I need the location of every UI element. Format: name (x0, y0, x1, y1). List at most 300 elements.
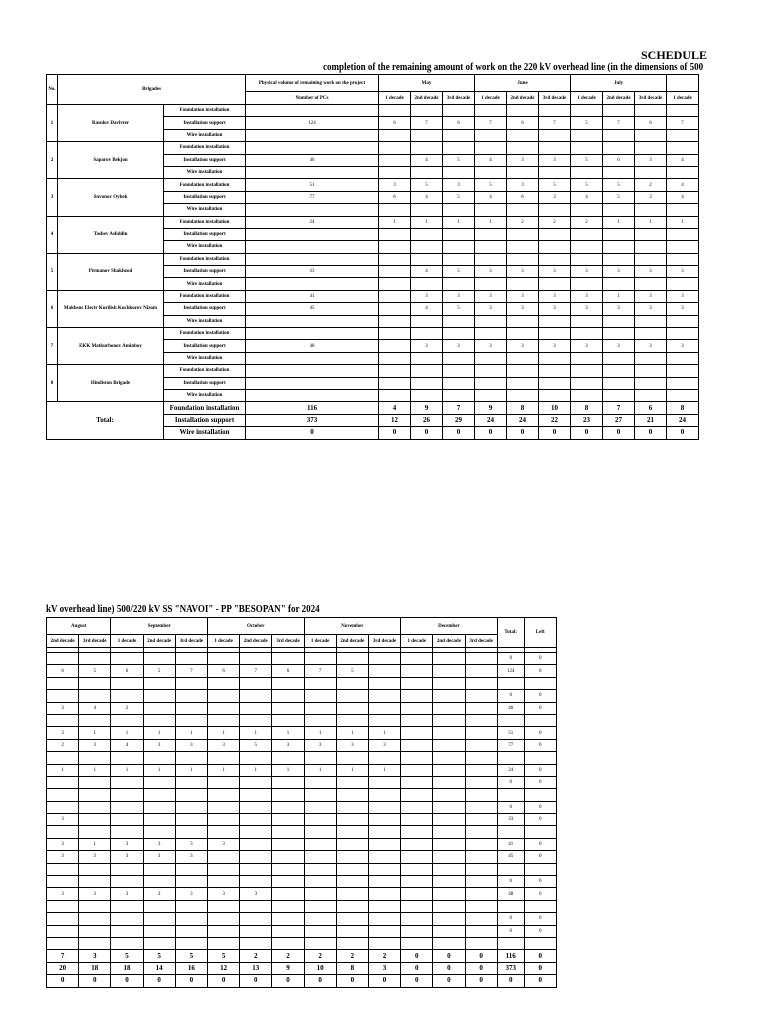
schedule-cell (240, 752, 272, 764)
schedule-cell: 1 (336, 727, 368, 739)
table-row (47, 900, 557, 912)
schedule-cell (539, 142, 571, 154)
schedule-cell: 4 (667, 179, 699, 191)
row-left: 0 (524, 665, 556, 677)
decade-header: 2nd decade (143, 635, 175, 648)
schedule-cell (240, 702, 272, 714)
schedule-cell: 3 (379, 179, 411, 191)
volume-cell (246, 377, 379, 389)
table-row (47, 838, 557, 850)
schedule-cell (667, 142, 699, 154)
schedule-cell (272, 690, 304, 702)
schedule-cell: 5 (571, 154, 603, 166)
schedule-cell: 1 (443, 216, 475, 228)
schedule-cell (433, 876, 465, 888)
schedule-cell: 3 (603, 303, 635, 315)
schedule-cell (336, 776, 368, 788)
schedule-cell (443, 315, 475, 327)
schedule-cell (379, 315, 411, 327)
schedule-cell (539, 377, 571, 389)
table-row (47, 789, 557, 801)
schedule-cell (507, 389, 539, 401)
schedule-cell (571, 253, 603, 265)
schedule-cell (47, 677, 79, 689)
total-cell: 0 (379, 427, 411, 439)
schedule-cell (143, 776, 175, 788)
work-type: Foundation installation (164, 105, 246, 117)
schedule-cell: 1 (175, 727, 207, 739)
total-cell: 26 (411, 414, 443, 426)
total-cell: 29 (443, 414, 475, 426)
schedule-cell (143, 876, 175, 888)
schedule-cell (143, 900, 175, 912)
schedule-cell (379, 290, 411, 302)
schedule-cell (47, 826, 79, 838)
schedule-cell (379, 278, 411, 290)
schedule-cell (240, 690, 272, 702)
decade-header: 2nd decade (336, 635, 368, 648)
schedule-cell: 4 (411, 154, 443, 166)
grand-total: 373 (497, 962, 524, 974)
work-type: Wire installation (164, 427, 246, 439)
month-header: November (304, 618, 401, 635)
schedule-cell (143, 752, 175, 764)
schedule-cell (539, 278, 571, 290)
schedule-cell (401, 690, 433, 702)
schedule-cell (240, 776, 272, 788)
schedule-cell (411, 129, 443, 141)
schedule-cell: 1 (272, 727, 304, 739)
schedule-cell (411, 204, 443, 216)
schedule-cell (635, 228, 667, 240)
schedule-cell (111, 900, 143, 912)
schedule-cell: 4 (475, 154, 507, 166)
schedule-cell (304, 653, 336, 665)
schedule-cell (635, 204, 667, 216)
schedule-cell: 7 (539, 117, 571, 129)
schedule-cell: 3 (443, 290, 475, 302)
row-total: 45 (497, 851, 524, 863)
table-row (47, 776, 557, 788)
schedule-cell (47, 801, 79, 813)
schedule-cell: 3 (635, 303, 667, 315)
decade-header: 1 decade (379, 92, 411, 105)
schedule-cell (635, 166, 667, 178)
schedule-cell (143, 913, 175, 925)
row-left: 0 (524, 876, 556, 888)
schedule-cell: 3 (47, 727, 79, 739)
schedule-cell: 1 (47, 764, 79, 776)
table-row (47, 925, 557, 937)
schedule-cell (47, 925, 79, 937)
schedule-cell (379, 105, 411, 117)
schedule-cell (175, 925, 207, 937)
schedule-cell (111, 826, 143, 838)
row-left: 0 (524, 913, 556, 925)
schedule-cell (465, 937, 497, 949)
work-type: Installation support (164, 266, 246, 278)
schedule-cell (111, 814, 143, 826)
schedule-cell: 3 (539, 266, 571, 278)
total-cell: 9 (475, 402, 507, 414)
schedule-cell: 1 (603, 216, 635, 228)
schedule-cell (79, 863, 111, 875)
schedule-cell (368, 653, 400, 665)
schedule-cell (207, 752, 239, 764)
table-row (47, 937, 557, 949)
brigade-name: Saparov Bekjon (58, 142, 164, 179)
decade-header: 1 decade (111, 635, 143, 648)
schedule-cell (443, 389, 475, 401)
schedule-cell (401, 665, 433, 677)
volume-cell (246, 129, 379, 141)
brigade-name: Suvonov Oybek (58, 179, 164, 216)
schedule-cell (465, 677, 497, 689)
schedule-cell: 1 (304, 727, 336, 739)
total-cell: 0 (433, 962, 465, 974)
schedule-cell (79, 677, 111, 689)
schedule-cell (411, 105, 443, 117)
schedule-cell (475, 377, 507, 389)
schedule-cell (368, 690, 400, 702)
schedule-cell (539, 129, 571, 141)
schedule-cell (47, 752, 79, 764)
volume-cell: 124 (246, 117, 379, 129)
schedule-cell (240, 913, 272, 925)
schedule-cell (507, 105, 539, 117)
schedule-cell (379, 241, 411, 253)
total-cell: 23 (571, 414, 603, 426)
schedule-cell: 5 (443, 303, 475, 315)
work-type: Wire installation (164, 315, 246, 327)
schedule-cell (336, 677, 368, 689)
schedule-cell (443, 352, 475, 364)
table-row (47, 328, 699, 340)
schedule-cell (368, 826, 400, 838)
schedule-cell (571, 389, 603, 401)
schedule-cell: 3 (539, 290, 571, 302)
work-type: Installation support (164, 303, 246, 315)
schedule-cell (111, 653, 143, 665)
schedule-cell (433, 665, 465, 677)
row-total (497, 789, 524, 801)
schedule-cell (368, 888, 400, 900)
schedule-cell (304, 702, 336, 714)
schedule-table-bottom (46, 617, 557, 988)
row-total: 0 (497, 776, 524, 788)
month-header: August (47, 618, 111, 635)
schedule-cell (368, 925, 400, 937)
row-total: 33 (497, 814, 524, 826)
schedule-cell: 3 (175, 888, 207, 900)
schedule-cell (465, 826, 497, 838)
schedule-cell: 3 (571, 340, 603, 352)
table-row (47, 142, 699, 154)
schedule-cell (475, 389, 507, 401)
schedule-cell (411, 389, 443, 401)
schedule-cell (465, 925, 497, 937)
schedule-cell: 3 (111, 838, 143, 850)
total-cell: 0 (79, 975, 111, 987)
work-type: Installation support (164, 414, 246, 426)
schedule-cell (336, 714, 368, 726)
decade-header: 1 decade (667, 92, 699, 105)
month-header: June (475, 75, 571, 92)
schedule-cell (603, 352, 635, 364)
schedule-cell: 1 (304, 764, 336, 776)
schedule-cell (272, 653, 304, 665)
schedule-cell (304, 888, 336, 900)
row-left: 0 (524, 838, 556, 850)
schedule-cell (411, 377, 443, 389)
schedule-cell (401, 752, 433, 764)
brigade-name: Hindiston Brigade (58, 365, 164, 402)
work-type: Wire installation (164, 166, 246, 178)
total-cell: 5 (175, 950, 207, 962)
table-row (47, 702, 557, 714)
total-cell: 0 (272, 975, 304, 987)
decade-header: 1 decade (304, 635, 336, 648)
schedule-cell (635, 377, 667, 389)
schedule-cell (507, 365, 539, 377)
total-cell: 9 (272, 962, 304, 974)
schedule-cell (304, 826, 336, 838)
schedule-cell (475, 228, 507, 240)
total-cell: 6 (635, 402, 667, 414)
schedule-cell (433, 863, 465, 875)
schedule-cell (47, 900, 79, 912)
schedule-cell (667, 278, 699, 290)
schedule-cell (443, 142, 475, 154)
schedule-cell (304, 714, 336, 726)
total-cell: 0 (433, 975, 465, 987)
schedule-cell: 4 (411, 191, 443, 203)
schedule-cell (379, 389, 411, 401)
schedule-cell (175, 801, 207, 813)
volume-total: 373 (246, 414, 379, 426)
schedule-cell (433, 826, 465, 838)
total-cell: 0 (603, 427, 635, 439)
schedule-cell (79, 752, 111, 764)
schedule-cell: 3 (635, 290, 667, 302)
schedule-cell (368, 752, 400, 764)
schedule-cell (465, 727, 497, 739)
schedule-cell (240, 937, 272, 949)
schedule-cell (143, 925, 175, 937)
table-row (47, 764, 557, 776)
total-cell: 3 (79, 950, 111, 962)
schedule-cell (401, 826, 433, 838)
schedule-cell (79, 876, 111, 888)
schedule-cell: 3 (207, 888, 239, 900)
schedule-cell (667, 328, 699, 340)
schedule-cell (443, 204, 475, 216)
schedule-cell (465, 801, 497, 813)
schedule-cell (175, 653, 207, 665)
month-header: October (207, 618, 304, 635)
total-cell: 0 (465, 975, 497, 987)
schedule-cell (571, 328, 603, 340)
row-total: 46 (497, 702, 524, 714)
work-type: Foundation installation (164, 365, 246, 377)
row-left: 0 (524, 888, 556, 900)
schedule-cell (507, 241, 539, 253)
schedule-cell: 5 (571, 117, 603, 129)
schedule-cell (539, 389, 571, 401)
work-type: Installation support (164, 377, 246, 389)
decade-header: 3rd decade (175, 635, 207, 648)
row-left (524, 863, 556, 875)
volume-cell: 41 (246, 290, 379, 302)
schedule-cell: 3 (47, 702, 79, 714)
schedule-cell (443, 328, 475, 340)
schedule-cell (379, 266, 411, 278)
schedule-cell: 1 (336, 764, 368, 776)
schedule-cell (272, 900, 304, 912)
total-cell: 2 (368, 950, 400, 962)
schedule-cell (240, 876, 272, 888)
schedule-cell: 6 (507, 117, 539, 129)
row-total: 77 (497, 739, 524, 751)
schedule-cell: 3 (507, 290, 539, 302)
schedule-cell (475, 166, 507, 178)
schedule-cell: 3 (143, 851, 175, 863)
schedule-cell (143, 789, 175, 801)
schedule-cell (667, 377, 699, 389)
schedule-cell: 3 (143, 739, 175, 751)
schedule-cell (207, 789, 239, 801)
schedule-cell (368, 814, 400, 826)
schedule-cell: 5 (603, 191, 635, 203)
work-type: Installation support (164, 228, 246, 240)
schedule-cell (175, 702, 207, 714)
schedule-cell (47, 690, 79, 702)
schedule-subtitle-part1: completion of the remaining amount of work on the 220 kV overhead line (in the dimensions of 500 (323, 62, 704, 73)
schedule-cell (207, 863, 239, 875)
total-cell: 18 (111, 962, 143, 974)
schedule-cell (667, 228, 699, 240)
schedule-cell (368, 702, 400, 714)
total-cell: 0 (47, 975, 79, 987)
month-continuation (667, 75, 699, 92)
row-left (524, 752, 556, 764)
schedule-cell (571, 129, 603, 141)
schedule-cell: 1 (603, 290, 635, 302)
schedule-cell (465, 913, 497, 925)
schedule-cell (272, 876, 304, 888)
schedule-cell (304, 789, 336, 801)
schedule-cell (401, 653, 433, 665)
schedule-cell (507, 166, 539, 178)
schedule-cell (207, 690, 239, 702)
schedule-cell (411, 352, 443, 364)
schedule-cell (47, 714, 79, 726)
work-type: Installation support (164, 154, 246, 166)
total-cell: 12 (379, 414, 411, 426)
schedule-cell: 1 (379, 216, 411, 228)
volume-cell (246, 241, 379, 253)
schedule-cell (401, 925, 433, 937)
schedule-cell: 2 (507, 216, 539, 228)
schedule-cell (571, 352, 603, 364)
schedule-cell (79, 789, 111, 801)
schedule-cell (304, 677, 336, 689)
schedule-cell: 4 (79, 702, 111, 714)
schedule-cell: 3 (507, 303, 539, 315)
schedule-cell (47, 863, 79, 875)
schedule-cell: 6 (47, 665, 79, 677)
schedule-cell: 7 (411, 117, 443, 129)
schedule-cell (433, 714, 465, 726)
schedule-cell (507, 129, 539, 141)
table-row (47, 913, 557, 925)
schedule-cell (240, 851, 272, 863)
schedule-cell (368, 714, 400, 726)
schedule-cell (379, 365, 411, 377)
schedule-cell (272, 677, 304, 689)
total-cell: 24 (475, 414, 507, 426)
schedule-cell (175, 900, 207, 912)
schedule-cell (304, 900, 336, 912)
schedule-cell: 3 (507, 266, 539, 278)
schedule-cell (304, 925, 336, 937)
schedule-cell (571, 105, 603, 117)
schedule-cell: 1 (79, 764, 111, 776)
schedule-cell (401, 776, 433, 788)
schedule-cell (401, 739, 433, 751)
schedule-cell: 6 (111, 665, 143, 677)
schedule-cell (635, 315, 667, 327)
total-cell: 7 (603, 402, 635, 414)
schedule-cell (336, 900, 368, 912)
schedule-cell (443, 228, 475, 240)
schedule-cell (304, 752, 336, 764)
schedule-cell (336, 702, 368, 714)
schedule-cell (465, 863, 497, 875)
schedule-cell (401, 677, 433, 689)
schedule-cell (603, 204, 635, 216)
schedule-cell (240, 900, 272, 912)
schedule-cell (304, 863, 336, 875)
schedule-cell (443, 241, 475, 253)
schedule-cell (401, 851, 433, 863)
schedule-cell (539, 166, 571, 178)
schedule-cell (379, 166, 411, 178)
schedule-cell (47, 776, 79, 788)
total-cell: 13 (240, 962, 272, 974)
schedule-cell: 1 (143, 727, 175, 739)
schedule-cell (79, 714, 111, 726)
total-cell: 0 (465, 950, 497, 962)
schedule-cell: 5 (571, 179, 603, 191)
decade-header: 3rd decade (539, 92, 571, 105)
schedule-cell (635, 142, 667, 154)
total-cell: 7 (443, 402, 475, 414)
row-left: 0 (524, 739, 556, 751)
schedule-cell (465, 739, 497, 751)
row-total (497, 677, 524, 689)
schedule-cell: 3 (539, 154, 571, 166)
schedule-cell (379, 228, 411, 240)
schedule-cell (304, 851, 336, 863)
schedule-cell: 1 (207, 727, 239, 739)
schedule-cell (111, 913, 143, 925)
schedule-cell (272, 863, 304, 875)
schedule-cell (336, 851, 368, 863)
schedule-cell (368, 789, 400, 801)
schedule-cell (207, 677, 239, 689)
schedule-cell (667, 253, 699, 265)
